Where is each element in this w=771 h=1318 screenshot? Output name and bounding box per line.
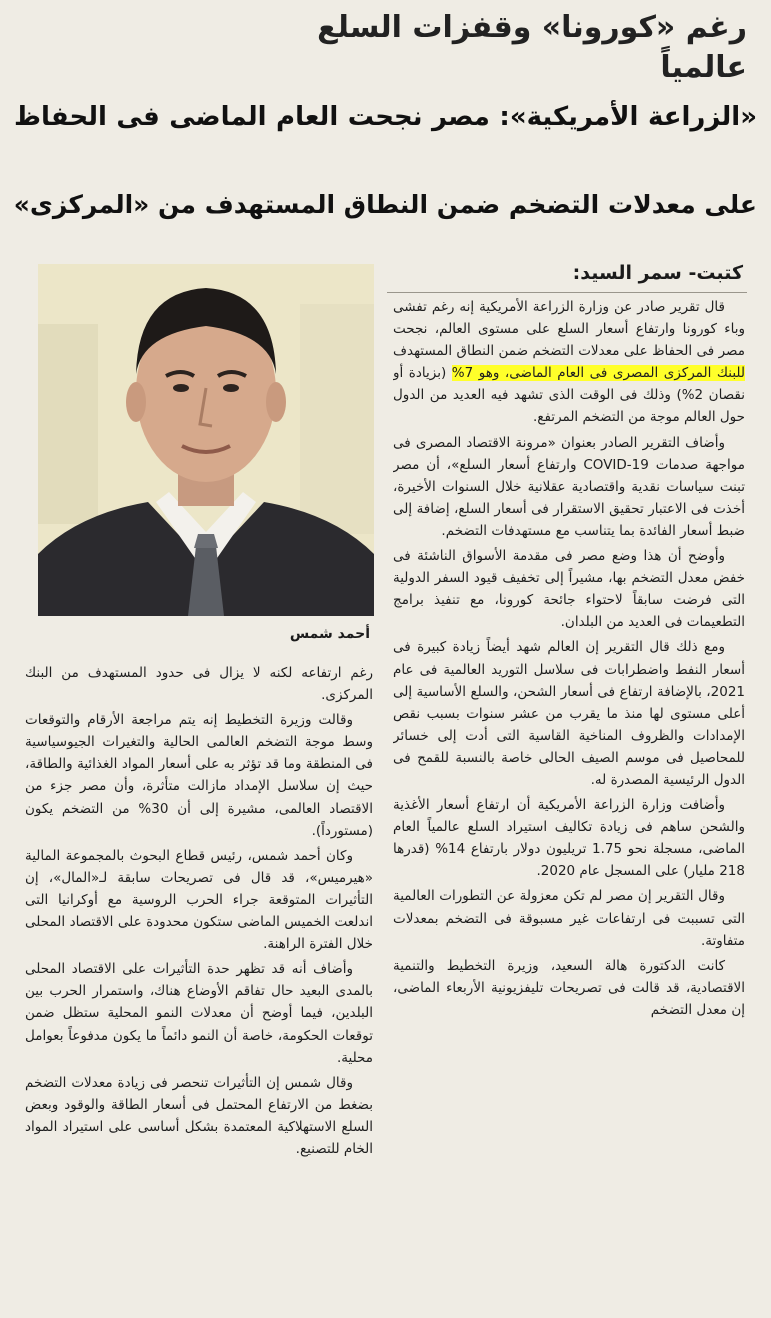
article-paragraph: وكان أحمد شمس، رئيس قطاع البحوث بالمجموعة المالية «هيرميس»، قد قال فى تصريحات سابقة لـ«المال»، إن التأثيرات المتوقعة جراء الحرب الروسية مع أوكرانيا التى اندلعت الخميس الماضى ستكون محدودة على الاقتصاد المحلى خلال الفترة الراهنة. [25,847,373,953]
article-column-right [393,296,745,1306]
kicker: رغم «كورونا» وقفزات السلع عالمياً [317,10,747,85]
article-paragraph: وقال التقرير إن مصر لم تكن معزولة عن التطورات العالمية التى تسببت فى ارتفاعات غير مسبوقة فى التضخم بمعدلات متفاوتة. [393,888,745,949]
article-paragraph: وأوضح أن هذا وضع مصر فى مقدمة الأسواق الناشئة فى خفض معدل التضخم بها، مشيراً إلى تخفيف قيود السفر الدولية التى فرضت سابقاً لاحتواء جائحة كورونا، مع تنفيذ برامج التطعيمات فى العديد من البلدان. [393,548,745,631]
article-paragraph: وأضاف أنه قد تظهر حدة التأثيرات على الاقتصاد المحلى بالمدى البعيد حال تفاقم الأوضاع هناك، واستمرار الحرب بين البلدين، فيما أوضح أن معدلات النمو المحلية ستظل ضمن توقعات الحكومة، خاصة أن النمو دائماً ما يكون مدفوعاً بعوامل محلية. [25,961,373,1066]
article-paragraph: وأضاف التقرير الصادر بعنوان «مرونة الاقتصاد المصرى فى مواجهة صدمات COVID-19 وارتفاع أسعار السلع»، أن مصر تبنت سياسات نقدية واقتصادية عقلانية خلال السنوات الأخيرة، أخذت فى الاعتبار تحقيق الاستقرار فى أسعار السلع، إضافة إلى ضبط أسعار الفائدة بما يتناسب مع مستهدفات التضخم. [393,434,745,539]
photo-caption: أحمد شمس [289,626,370,642]
article-paragraph: وأضافت وزارة الزراعة الأمريكية أن ارتفاع أسعار الأغذية والشحن ساهم فى زيادة تكاليف استيراد السلع عالمياً العام الماضى، مسجلة نحو 1.75 تريليون دولار بارتفاع 14% (قدرها 218 مليار) على المسجل عام 2020. [393,797,745,880]
article-paragraph: وقال شمس إن التأثيرات تنحصر فى زيادة معدلات التضخم بضغط من الارتفاع المحتمل فى أسعار الطاقة والوقود وبعض السلع الاستهلاكية المعتمدة بشكل أساسى على استيراد المواد الخام للتصنيع. [25,1074,373,1157]
headline-line-1: «الزراعة الأمريكية»: مصر نجحت العام الماضى فى الحفاظ [14,102,757,132]
article-paragraph: كانت الدكتورة هالة السعيد، وزيرة التخطيط والتنمية الاقتصادية، قد قالت فى تصريحات تليفزيونية الأربعاء الماضى، إن معدل التضخم [393,957,745,1018]
article-paragraph: وقالت وزيرة التخطيط إنه يتم مراجعة الأرقام والتوقعات وسط موجة التضخم العالمى الحالية والتغيرات الجيوسياسية فى المنطقة وما قد تؤثر به على أسعار المواد الغذائية والطاقة، حيث إن سلاسل الإمداد مازالت متأثرة، وأن مصر جزء من الاقتصاد العالمى، مشيرة إلى أن 30% من التضخم يكون (مستورداً). [25,712,373,839]
article-paragraph: رغم ارتفاعه لكنه لا يزال فى حدود المستهدف من البنك المركزى. [25,665,373,704]
article-column-left [25,662,373,1302]
article-paragraph: قال تقرير صادر عن وزارة الزراعة الأمريكية إنه رغم تفشى وباء كورونا وارتفاع أسعار السلع على مستوى العالم، نجحت مصر فى الحفاظ على معدلات التضخم ضمن النطاق المستهدف للبنك المركزى المصرى فى العام الماضى، وهو 7% (بزيادة أو نقصان 2%) وذلك فى الوقت الذى تشهد فيه العديد من الدول حول العالم موجة من التضخم المرتفع. [393,299,745,426]
author-photo [38,264,374,616]
headline-line-2: على معدلات التضخم ضمن النطاق المستهدف من «المركزى» [14,190,757,219]
highlighted-text: للبنك المركزى المصرى فى العام الماضى، وهو 7% [451,365,745,382]
portrait-illustration [38,264,374,616]
byline: كتبت- سمر السيد: [572,262,743,284]
byline-divider [387,292,747,293]
article-paragraph: ومع ذلك قال التقرير إن العالم شهد أيضاً زيادة كبيرة فى أسعار النفط واضطرابات فى سلاسل التوريد العالمية فى عام 2021، بالإضافة ارتفاع فى أسعار الشحن، والسلع الأساسية إلى أعلى مستوى لها منذ ما يقرب من عشر سنوات بسبب نقص الإمدادات والظروف المناخية القاسية التى أدت إلى خسائر للمحاصيل فى موسم الصيف الحالى خاصة بالنسبة للقمح فى الدول الرئيسية المصدرة له. [393,639,745,788]
